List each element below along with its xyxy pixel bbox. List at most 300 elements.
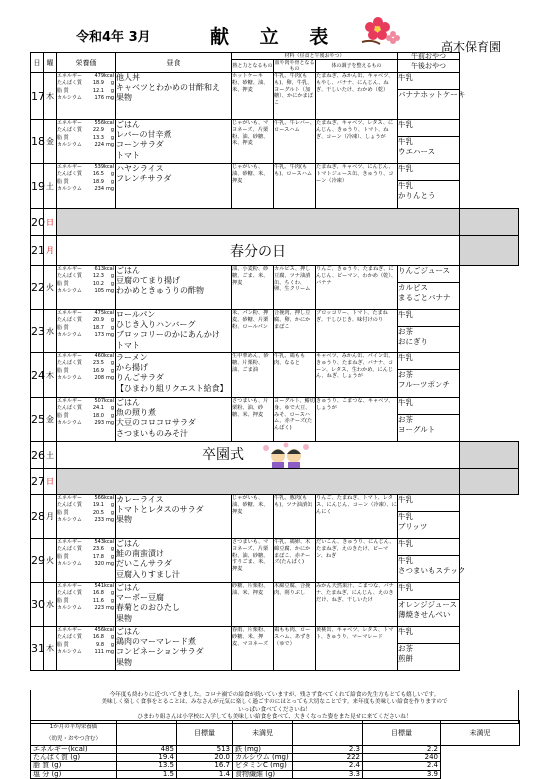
snack-pm-drink: オレンジジュース xyxy=(398,600,457,609)
day-row xyxy=(31,236,519,266)
avg-target2: 2.3 xyxy=(293,746,363,754)
nutrition-unit: mg xyxy=(105,186,114,193)
school-name: 高木保育園 xyxy=(441,40,502,54)
nutrition-label: カルシウム xyxy=(57,95,82,102)
nutrition-unit: g xyxy=(110,171,114,178)
nutrition-unit: g xyxy=(110,324,114,331)
snack-am: 牛乳 xyxy=(398,398,459,415)
page-title: 献 立 表 xyxy=(210,26,341,48)
nutrition-unit: g xyxy=(110,412,114,419)
nutrition-value: 9.8 xyxy=(96,641,104,648)
nutrition-line xyxy=(57,368,115,375)
nutrition-value: 479 xyxy=(94,73,104,79)
snack-pm xyxy=(398,137,459,156)
closed-cell xyxy=(57,209,460,236)
notes-box xyxy=(30,690,519,724)
nutrition-line xyxy=(57,413,115,420)
nutrition-line xyxy=(57,405,115,412)
nutrition-line xyxy=(57,375,115,382)
day-number: 24 xyxy=(31,353,44,398)
avg-row xyxy=(31,762,520,770)
nutrition-unit: mg xyxy=(105,517,114,524)
day-row xyxy=(31,120,519,164)
nutrition-label: たんぱく質 xyxy=(57,80,83,87)
avg-actual2: 2.2 xyxy=(363,746,441,754)
nutrition-value: 13.3 xyxy=(92,134,104,141)
ingredients-green: みかん天然果汁、こまつな、バナナ、たまねぎ、にんじん、えのきだけ、ねぎ、干しいたけ xyxy=(316,583,398,627)
nutrition-value: 541 xyxy=(94,583,104,589)
menu-item: ごはん xyxy=(116,583,140,592)
note-line: 美味しく楽しく食事をとることは、みなさんが元気に楽しく過ごすのにはとっても大切なことです。来年度も美味しい給食を作りますので xyxy=(101,699,448,706)
nutrition-unit: kcal xyxy=(104,398,115,404)
day-row xyxy=(31,495,519,539)
menu-item: 【ひまわり組リクエスト給食】 xyxy=(116,383,228,393)
ingredients-green: ブロッコリー、トマト、たまねぎ、干しひじき、味付けのり xyxy=(316,310,398,353)
ingredients-red: じゃがいも、マヨネーズ、片栗粉、油、砂糖、米、押麦 xyxy=(232,120,274,164)
menu-item: ラーメン xyxy=(116,353,148,362)
day-row xyxy=(31,398,519,442)
menu-item: 果物 xyxy=(116,93,132,103)
nutrition-unit: kcal xyxy=(104,164,115,170)
note-line: 今年度も終わりに近づいてきました。コロナ禍での給食が続いていますが、残さず食べてくれて給食の先生方もとても嬉しいです。 xyxy=(109,692,440,698)
nutrition-label: たんぱく質 xyxy=(57,546,83,553)
weekday: 火 xyxy=(44,266,57,310)
day-number: 23 xyxy=(31,310,44,353)
nutrition-unit: g xyxy=(110,509,114,516)
nutrition-label: カルシウム xyxy=(57,649,82,656)
snack-pm-food: ウエハース xyxy=(398,146,436,156)
nutrition-unit: g xyxy=(110,317,114,324)
closed-cell xyxy=(57,469,460,495)
avg-label: 1か月の平均栄養価 （幼児・おやつ含む） xyxy=(31,721,117,746)
nutrition-value: 233 xyxy=(94,517,104,524)
snack-cell xyxy=(398,398,460,442)
nutrition-cell xyxy=(57,583,116,627)
snack-pm-food: さつまいもステック xyxy=(398,565,466,575)
avg-nutrient: 脂 質 (g) xyxy=(31,762,117,770)
snack-pm-drink: 牛乳 xyxy=(398,512,414,521)
nutrition-line xyxy=(57,88,115,95)
holiday-label: 春分の日 xyxy=(230,243,287,260)
day-number: 31 xyxy=(31,627,44,671)
weekday: 土 xyxy=(44,442,57,469)
nutrition-label: エネルギー xyxy=(57,539,83,545)
nutrition-value: 111 xyxy=(94,649,104,656)
nutrition-unit: mg xyxy=(105,332,114,339)
menu-item: 他人丼 xyxy=(116,73,140,82)
col-weekday: 曜 xyxy=(44,53,57,73)
nutrition-label: たんぱく質 xyxy=(57,317,83,324)
holiday-cell xyxy=(57,236,460,266)
menu-item: ブロッコリーのかにあんかけ xyxy=(116,330,220,340)
nutrition-label: カルシウム xyxy=(57,186,82,193)
snack-pm xyxy=(398,327,459,346)
nutrition-value: 224 xyxy=(94,142,104,149)
nutrition-line xyxy=(57,517,115,524)
nutrition-label: たんぱく質 xyxy=(57,273,83,280)
weekday: 金 xyxy=(44,398,57,442)
snack-pm-drink: 牛乳 xyxy=(398,137,414,146)
nutrition-line xyxy=(57,546,115,553)
day-number: 27 xyxy=(31,469,44,495)
col-snack-pm: 午後おやつ xyxy=(398,60,460,73)
weekday: 木 xyxy=(44,627,57,671)
nutrition-value: 16.8 xyxy=(92,590,104,597)
snack-pm xyxy=(398,181,459,200)
avg-actual: 1.4 xyxy=(177,770,233,778)
weekday: 水 xyxy=(44,310,57,353)
avg-nutrient2: 鉄 (mg) xyxy=(233,746,293,754)
weekday: 木 xyxy=(44,353,57,398)
nutrition-value: 460 xyxy=(94,353,104,359)
avg-target: 19.4 xyxy=(117,754,177,762)
col-lunch: 昼食 xyxy=(116,53,232,73)
weekday: 日 xyxy=(44,469,57,495)
nutrition-line xyxy=(57,127,115,134)
weekday: 土 xyxy=(44,164,57,209)
avg-target2: 222 xyxy=(293,754,363,762)
snack-am: 牛乳 xyxy=(398,120,459,137)
snack-pm xyxy=(398,415,459,434)
nutrition-value: 105 xyxy=(94,288,104,295)
nutrition-unit: g xyxy=(110,273,114,280)
snack-pm-food: ヨーグルト xyxy=(398,424,436,434)
snack-cell xyxy=(398,266,460,310)
nutrition-value: 20.5 xyxy=(92,509,104,516)
nutrition-unit: kcal xyxy=(104,73,115,79)
month-heading: 令和4年 3月 xyxy=(76,30,151,45)
nutrition-line xyxy=(57,273,115,280)
ingredients-red: 砂糖、片栗粉、油、米、押麦 xyxy=(232,583,274,627)
menu-item: 果物 xyxy=(116,613,132,623)
ingredients-green: りんご、たまねぎ、トマト、レタス、にんじん、コーン（冷凍）、にんにく xyxy=(316,495,398,539)
snack-am: 牛乳 xyxy=(398,310,459,327)
nutrition-label: 脂 質 xyxy=(57,324,69,331)
nutrition-value: 613 xyxy=(94,266,104,272)
ingredients-green: きゅうり、こまつな、キャベツ、しょうが xyxy=(316,398,398,442)
day-number: 22 xyxy=(31,266,44,310)
ingredients-yellow: 木綿豆腐、合挽肉、削りぶし xyxy=(274,583,316,627)
snack-cell xyxy=(398,353,460,398)
nutrition-label: たんぱく質 xyxy=(57,171,83,178)
nutrition-line xyxy=(57,332,115,339)
weekday: 日 xyxy=(44,209,57,236)
nutrition-value: 16.8 xyxy=(92,634,104,641)
avg-actual: 513 xyxy=(177,746,233,754)
nutrition-cell xyxy=(57,310,116,353)
nutrition-label: エネルギー xyxy=(57,164,83,170)
nutrition-label: たんぱく質 xyxy=(57,405,83,412)
nutrition-line xyxy=(57,590,115,597)
nutrition-value: 17.8 xyxy=(92,553,104,560)
day-number: 26 xyxy=(31,442,44,469)
avg-target: 485 xyxy=(117,746,177,754)
nutrition-label: カルシウム xyxy=(57,288,82,295)
weekday: 火 xyxy=(44,539,57,583)
avg-target: 1.5 xyxy=(117,770,177,778)
lunch-menu-cell xyxy=(116,539,232,583)
avg-h-target2: 目標量 xyxy=(363,721,441,746)
menu-item: 果物 xyxy=(116,515,132,525)
ingredients-yellow: 牛乳、牛肉(もも)、卵、牛乳、ヨーグルト（加糖）、かにかまぼこ xyxy=(274,73,316,120)
ingredients-green: だいこん、きゅうり、にんじん、たまねぎ、えのきたけ、ピーマン、ねぎ xyxy=(316,539,398,583)
menu-item: レバーの甘辛煮 xyxy=(116,130,172,140)
nutrition-unit: mg xyxy=(105,420,114,427)
nutrition-unit: g xyxy=(110,634,114,641)
snack-pm-drink: カルピス xyxy=(398,283,429,292)
menu-item: ごはん xyxy=(116,266,140,275)
menu-item: から揚げ xyxy=(116,363,148,373)
menu-item: 鮭の南蛮漬け xyxy=(116,549,164,559)
day-number: 30 xyxy=(31,583,44,627)
nutrition-value: 543 xyxy=(94,539,104,545)
nutrition-line xyxy=(57,420,115,427)
nutrition-unit: mg xyxy=(105,375,114,382)
menu-table xyxy=(30,52,519,671)
nutrition-label: エネルギー xyxy=(57,353,83,359)
day-row xyxy=(31,310,519,353)
snack-cell xyxy=(398,495,460,539)
avg-actual: 16.7 xyxy=(177,762,233,770)
avg-actual2: 240 xyxy=(363,754,441,762)
col-mat-yellow: 血や肉や骨となるもの xyxy=(274,60,315,72)
average-nutrition-table xyxy=(30,720,520,779)
nutrition-value: 475 xyxy=(94,310,104,316)
nutrition-value: 23.6 xyxy=(92,546,104,553)
nutrition-label: たんぱく質 xyxy=(57,634,83,641)
snack-pm-food: おにぎり xyxy=(398,336,429,346)
weekday: 月 xyxy=(44,236,57,266)
snack-pm-food: ブリッツ xyxy=(398,521,428,531)
snack-am: 牛乳 xyxy=(398,627,459,644)
menu-item: マーボー豆腐 xyxy=(116,593,164,603)
lunch-menu-cell xyxy=(116,310,232,353)
nutrition-value: 18.0 xyxy=(92,412,104,419)
nutrition-unit: mg xyxy=(105,561,114,568)
menu-item: コンビネーションサラダ xyxy=(116,647,204,657)
nutrition-value: 24.1 xyxy=(92,405,104,412)
ingredients-yellow: 牛乳、鶏もも肉、なると xyxy=(274,353,316,398)
nutrition-line xyxy=(57,634,115,641)
snack-am: 牛乳 xyxy=(398,164,459,181)
snack-pm xyxy=(398,556,466,575)
event-label: 卒園式 xyxy=(202,447,245,463)
lunch-menu-cell xyxy=(116,353,232,398)
nutrition-value: 234 xyxy=(94,186,104,193)
nutrition-value: 556 xyxy=(94,120,104,126)
snack-pm-drink: お茶 xyxy=(398,644,414,653)
nutrition-line xyxy=(57,502,115,509)
closed-snack xyxy=(460,236,519,266)
menu-item: ごはん xyxy=(116,539,140,548)
menu-item: 鶏肉のマーマレード煮 xyxy=(116,637,196,647)
nutrition-unit: kcal xyxy=(104,266,115,272)
nutrition-label: カルシウム xyxy=(57,561,82,568)
snack-pm-food: 薄焼きせんべい xyxy=(398,609,451,619)
nutrition-unit: kcal xyxy=(104,539,115,545)
snack-pm-food: 煎餅 xyxy=(398,653,414,663)
avg-actual: 20.0 xyxy=(177,754,233,762)
snack-cell xyxy=(398,120,460,164)
ingredients-yellow: 牛乳、牛肉(もも)、ロースハム xyxy=(274,164,316,209)
ingredients-red: じゃがいも、油、砂糖、米、押麦 xyxy=(232,495,274,539)
menu-item: カレーライス xyxy=(116,495,164,504)
lunch-menu-cell xyxy=(116,266,232,310)
nutrition-line xyxy=(57,325,115,332)
ingredients-red: ホットケーキ粉、砂糖、油、米、押麦 xyxy=(232,73,274,120)
ingredients-yellow: 牛乳、豚肉(もも)、ツナ油漬缶 xyxy=(274,495,316,539)
nutrition-value: 16.9 xyxy=(92,367,104,374)
nutrition-line xyxy=(57,95,115,102)
nutrition-line xyxy=(57,288,115,295)
menu-item: ごはん xyxy=(116,627,140,636)
nutrition-cell xyxy=(57,120,116,164)
lunch-menu-cell xyxy=(116,398,232,442)
ingredients-yellow: 合挽肉、押し豆腐、卵、かにかまぼこ xyxy=(274,310,316,353)
nutrition-line xyxy=(57,171,115,178)
day-number: 29 xyxy=(31,539,44,583)
ingredients-red: 油、小麦粉、砂糖、ごま、米、押麦 xyxy=(232,266,274,310)
snack-am: りんごジュース xyxy=(398,266,459,283)
closed-snack xyxy=(460,209,519,236)
nutrition-label: たんぱく質 xyxy=(57,590,83,597)
snack-pm-food: かりんとう xyxy=(398,190,436,200)
nutrition-unit: g xyxy=(110,597,114,604)
nutrition-unit: g xyxy=(110,178,114,185)
day-row xyxy=(31,469,519,495)
day-row xyxy=(31,73,519,120)
ingredients-yellow: 牛乳、牛レバー、ロースハム xyxy=(274,120,316,164)
snack-cell xyxy=(398,164,460,209)
day-number: 17 xyxy=(31,73,44,120)
nutrition-value: 566 xyxy=(94,495,104,501)
menu-item: キャベツとわかめの甘酢和え xyxy=(116,83,220,93)
col-mat-red: 熱と力となるもの xyxy=(232,60,274,73)
nutrition-value: 16.5 xyxy=(92,171,104,178)
nutrition-unit: kcal xyxy=(104,353,115,359)
snack-pm xyxy=(398,644,459,663)
menu-item: だいこんサラダ xyxy=(116,559,172,569)
lunch-menu-cell xyxy=(116,164,232,209)
snack-cell xyxy=(398,73,466,120)
avg-nutrient: エネルギー(kcal) xyxy=(31,746,117,754)
snack-cell xyxy=(398,310,460,353)
day-row xyxy=(31,539,519,583)
nutrition-value: 23.5 xyxy=(92,360,104,367)
menu-item: トマトとレタスのサラダ xyxy=(116,505,204,515)
nutrition-label: 脂 質 xyxy=(57,597,69,604)
weekday: 木 xyxy=(44,73,57,120)
nutrition-cell xyxy=(57,539,116,583)
nutrition-value: 539 xyxy=(94,164,104,170)
avg-nutrient2: カルシウム (mg) xyxy=(233,754,293,762)
avg-h-target: 目標量 xyxy=(177,721,233,746)
menu-item: さつまいものみそ汁 xyxy=(116,428,188,438)
nutrition-unit: mg xyxy=(105,649,114,656)
col-materials: 材料（昼食と午後おやつ） xyxy=(232,53,398,60)
snack-pm xyxy=(398,600,459,619)
nutrition-line xyxy=(57,561,115,568)
nutrition-label: たんぱく質 xyxy=(57,360,83,367)
nutrition-unit: g xyxy=(110,367,114,374)
nutrition-unit: mg xyxy=(105,288,114,295)
nutrition-value: 22.9 xyxy=(92,127,104,134)
nutrition-value: 11.6 xyxy=(92,597,104,604)
avg-nutrient: たんぱく質 (g) xyxy=(31,754,117,762)
snack-pm-drink: 牛乳 xyxy=(398,181,414,190)
snack-pm xyxy=(398,283,459,302)
nutrition-label: カルシウム xyxy=(57,142,82,149)
nutrition-label: 脂 質 xyxy=(57,134,69,141)
nutrition-cell xyxy=(57,495,116,539)
nutrition-label: 脂 質 xyxy=(57,641,69,648)
graduation-children-icon xyxy=(258,442,314,468)
nutrition-unit: g xyxy=(110,553,114,560)
nutrition-unit: kcal xyxy=(104,495,115,501)
nutrition-label: エネルギー xyxy=(57,583,83,589)
nutrition-line xyxy=(57,281,115,288)
nutrition-value: 10.2 xyxy=(92,280,104,287)
menu-item: 大豆のコロコロサラダ xyxy=(116,418,196,428)
day-row xyxy=(31,266,519,310)
ingredients-green: たまねぎ、キャベツ、レタス、にんじん、きゅうり、トマト、ねぎ、コーン（冷凍）、しょうが xyxy=(316,120,398,164)
menu-item: ごはん xyxy=(116,120,140,129)
menu-item: コーンサラダ xyxy=(116,140,164,150)
day-row xyxy=(31,627,519,671)
avg-h-actual: 未満児 xyxy=(233,721,293,746)
menu-item: ロールパン xyxy=(116,310,156,319)
weekday: 水 xyxy=(44,583,57,627)
menu-item: ごはん xyxy=(116,398,140,407)
nutrition-label: カルシウム xyxy=(57,332,82,339)
nutrition-unit: g xyxy=(110,641,114,648)
avg-target2: 3.3 xyxy=(293,770,363,778)
nutrition-value: 20.9 xyxy=(92,317,104,324)
snack-am: 牛乳 xyxy=(398,583,459,600)
nutrition-label: エネルギー xyxy=(57,398,83,404)
ingredients-yellow: 鶏もも肉、ロースハム、あずき（ゆで） xyxy=(274,627,316,671)
nutrition-cell xyxy=(57,164,116,209)
nutrition-cell xyxy=(57,266,116,310)
menu-item: 豆腐のてまり揚げ xyxy=(116,276,180,286)
nutrition-line xyxy=(57,186,115,193)
nutrition-unit: g xyxy=(110,127,114,134)
ingredients-green: たまねぎ、みかん缶、キャベツ、もやし、バナナ、にんじん、ねぎ、干しいたけ、わかめ（乾） xyxy=(316,73,398,120)
nutrition-label: 脂 質 xyxy=(57,87,69,94)
nutrition-unit: kcal xyxy=(104,310,115,316)
nutrition-line xyxy=(57,510,115,517)
snack-pm-drink: 牛乳 xyxy=(398,556,414,565)
weekday: 月 xyxy=(44,495,57,539)
note-line: ひまわり組さんは小学校に入学しても美味しい給食を食べて、大きくなった姿をまた見せに来てくださいね！ xyxy=(137,714,412,721)
ingredients-red: 春雨、片栗粉、砂糖、米、押麦、マヨネーズ xyxy=(232,627,274,671)
menu-item: 果物 xyxy=(116,657,132,667)
plum-blossom-icon xyxy=(358,12,402,48)
event-cell xyxy=(57,442,460,469)
nutrition-line xyxy=(57,135,115,142)
lunch-menu-cell xyxy=(116,627,232,671)
nutrition-unit: g xyxy=(110,134,114,141)
nutrition-unit: g xyxy=(110,405,114,412)
snack-pm-drink: お茶 xyxy=(398,327,414,336)
day-row xyxy=(31,209,519,236)
nutrition-label: 脂 質 xyxy=(57,178,69,185)
nutrition-value: 293 xyxy=(94,420,104,427)
nutrition-value: 12.3 xyxy=(92,273,104,280)
day-number: 25 xyxy=(31,398,44,442)
snack-am: 牛乳 xyxy=(398,495,459,512)
col-nutrition: 栄養価 xyxy=(57,53,116,73)
